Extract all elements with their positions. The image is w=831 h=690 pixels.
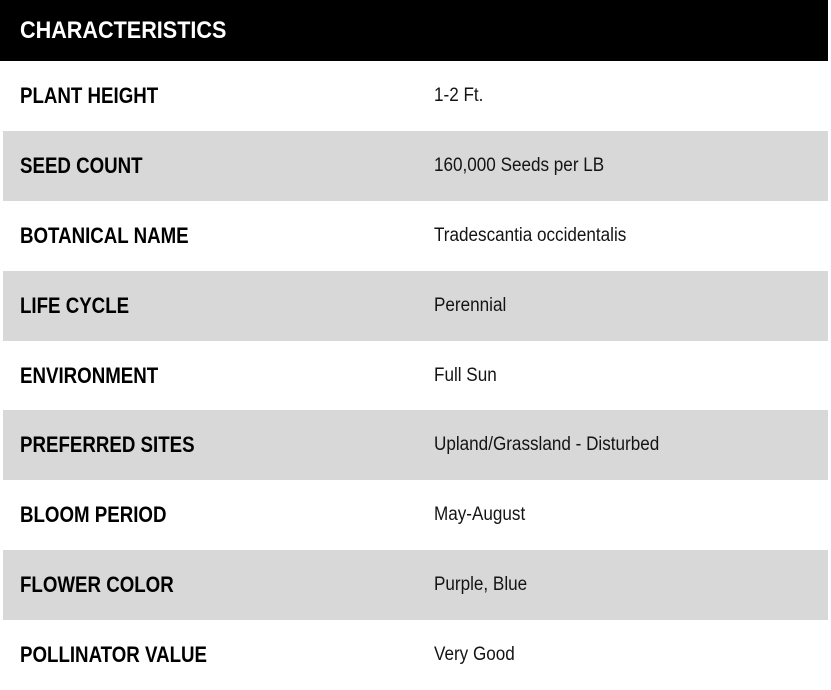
row-label-cell <box>20 572 434 598</box>
table-row <box>3 341 828 411</box>
row-label: PLANT HEIGHT <box>20 82 159 108</box>
row-value: 160,000 Seeds per LB <box>434 154 605 176</box>
table-row <box>3 201 828 271</box>
row-label: BOTANICAL NAME <box>20 222 189 248</box>
row-value-cell <box>434 574 828 596</box>
row-value: Upland/Grassland - Disturbed <box>434 434 660 456</box>
row-label-cell <box>20 293 434 319</box>
section-title: CHARACTERISTICS <box>20 16 227 44</box>
row-label-cell <box>20 642 434 668</box>
row-value-cell <box>434 365 828 387</box>
row-label-cell <box>20 223 434 249</box>
row-value-cell <box>434 155 828 177</box>
row-value-cell <box>434 295 828 317</box>
row-value-cell <box>434 434 828 456</box>
row-label: SEED COUNT <box>20 152 143 178</box>
row-value: Perennial <box>434 294 507 316</box>
table-row <box>3 271 828 341</box>
table-row <box>3 480 828 550</box>
characteristics-table <box>0 61 831 690</box>
row-label: ENVIRONMENT <box>20 362 159 388</box>
row-label: POLLINATOR VALUE <box>20 642 207 668</box>
row-label-cell <box>20 502 434 528</box>
row-label-cell <box>20 83 434 109</box>
row-value-cell <box>434 225 828 247</box>
table-row <box>3 131 828 201</box>
row-value: Tradescantia occidentalis <box>434 224 627 246</box>
row-label: BLOOM PERIOD <box>20 502 167 528</box>
table-row <box>3 620 828 690</box>
row-label: FLOWER COLOR <box>20 572 174 598</box>
row-value: Purple, Blue <box>434 574 528 596</box>
row-value: Full Sun <box>434 364 497 386</box>
row-value-cell <box>434 504 828 526</box>
row-value: May-August <box>434 504 526 526</box>
table-row <box>3 550 828 620</box>
row-label-cell <box>20 153 434 179</box>
row-label-cell <box>20 432 434 458</box>
row-value-cell <box>434 85 828 107</box>
row-value-cell <box>434 644 828 666</box>
row-label-cell <box>20 363 434 389</box>
row-label: PREFERRED SITES <box>20 432 195 458</box>
row-value: 1-2 Ft. <box>434 84 484 106</box>
table-row <box>3 61 828 131</box>
table-row <box>3 410 828 480</box>
row-value: Very Good <box>434 644 515 666</box>
row-label: LIFE CYCLE <box>20 292 130 318</box>
section-header <box>0 0 828 61</box>
